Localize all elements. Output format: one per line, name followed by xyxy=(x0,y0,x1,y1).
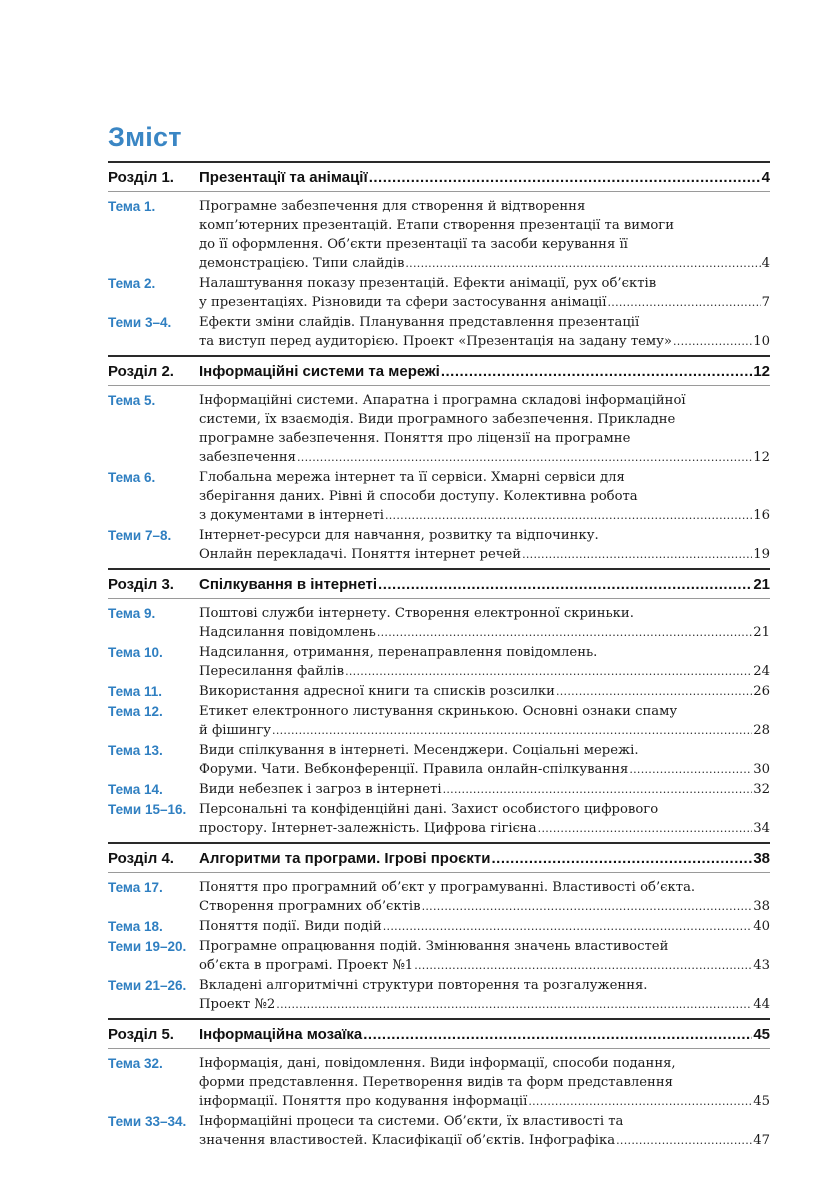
topic-line: комп’ютерних презентацій. Етапи створення презентації та вимоги xyxy=(199,218,674,233)
topic-description xyxy=(199,937,770,975)
topic-line: Глобальна мережа інтернет та її сервіси. Хмарні сервіси для xyxy=(199,470,625,485)
topic-line xyxy=(199,995,770,1014)
topic-line: Надсилання, отримання, перенаправлення повідомлень. xyxy=(199,645,598,660)
section-page-number: 12 xyxy=(753,363,770,380)
topic-line-text: Надсилання повідомлень xyxy=(199,625,376,640)
topic-entry[interactable] xyxy=(108,702,770,740)
topic-line: Ефекти зміни слайдів. Планування представлення презентації xyxy=(199,315,640,330)
topic-line-text: інформації. Поняття про кодування інформації xyxy=(199,1094,528,1109)
topic-line: Поштові служби інтернету. Створення електронної скриньки. xyxy=(199,606,634,621)
section-page-number: 4 xyxy=(761,169,770,186)
section-label: Розділ 3. xyxy=(108,576,174,593)
topic-entry[interactable] xyxy=(108,1112,770,1150)
topic-description xyxy=(199,1054,770,1111)
dot-leader xyxy=(385,506,752,525)
topic-line: Налаштування показу презентацій. Ефекти анімації, рух об’єктів xyxy=(199,276,657,291)
dot-leader xyxy=(378,574,752,595)
topic-line-text: й фішингу xyxy=(199,723,272,738)
topic-line: форми представлення. Перетворення видів та форм представлення xyxy=(199,1075,673,1090)
topic-line: до її оформлення. Об’єкти презентації та засоби керування її xyxy=(199,237,628,252)
dot-leader xyxy=(363,1024,752,1045)
topic-description xyxy=(199,780,770,799)
section-page-number: 38 xyxy=(753,850,770,867)
topic-line xyxy=(199,545,770,564)
topic-line-text: значення властивостей. Класифікації об’єктів. Інфографіка xyxy=(199,1133,616,1148)
topic-description xyxy=(199,313,770,351)
topic-label: Теми 21–26. xyxy=(108,978,187,993)
topic-label: Тема 2. xyxy=(108,276,156,291)
topic-line: Інтернет-ресурси для навчання, розвитку та відпочинку. xyxy=(199,528,599,543)
topic-line xyxy=(199,819,770,838)
dot-leader xyxy=(528,1092,752,1111)
topic-line: Програмне забезпечення для створення й відтворення xyxy=(199,199,586,214)
topic-entry[interactable] xyxy=(108,391,770,467)
topic-label: Тема 13. xyxy=(108,743,163,758)
topic-entry[interactable] xyxy=(108,604,770,642)
topic-line xyxy=(199,662,770,681)
toc-section xyxy=(108,568,770,842)
dot-leader xyxy=(369,167,761,188)
topic-page-number: 44 xyxy=(753,997,770,1012)
topic-description xyxy=(199,702,770,740)
topic-label: Тема 1. xyxy=(108,199,156,214)
topic-page-number: 26 xyxy=(753,684,770,699)
topic-entry[interactable] xyxy=(108,976,770,1014)
dot-leader xyxy=(405,254,760,273)
section-heading[interactable] xyxy=(108,167,770,192)
topic-entry[interactable] xyxy=(108,1054,770,1111)
dot-leader xyxy=(383,917,752,936)
toc-body xyxy=(108,161,770,1154)
dot-leader xyxy=(629,760,752,779)
toc-section xyxy=(108,161,770,355)
topic-page-number: 12 xyxy=(753,450,770,465)
topic-page-number: 21 xyxy=(753,625,770,640)
topic-line xyxy=(199,293,770,312)
section-label: Розділ 1. xyxy=(108,169,174,186)
section-title: Презентації та анімації xyxy=(199,169,368,186)
topic-label: Тема 32. xyxy=(108,1056,163,1071)
topic-line: Програмне опрацювання подій. Змінювання значень властивостей xyxy=(199,939,669,954)
topic-line-text: Проект №2 xyxy=(199,997,276,1012)
topic-line: Інформаційні процеси та системи. Об’єкти, їх властивості та xyxy=(199,1114,624,1129)
topic-page-number: 4 xyxy=(761,256,770,271)
dot-leader xyxy=(538,819,753,838)
section-page-number: 21 xyxy=(753,576,770,593)
topic-page-number: 7 xyxy=(761,295,770,310)
topic-entry[interactable] xyxy=(108,526,770,564)
section-title: Алгоритми та програми. Ігрові проєкти xyxy=(199,850,491,867)
topic-label: Тема 17. xyxy=(108,880,163,895)
topic-label: Теми 3–4. xyxy=(108,315,172,330)
topic-line xyxy=(199,1131,770,1150)
topic-page-number: 19 xyxy=(753,547,770,562)
topic-description xyxy=(199,741,770,779)
topic-line xyxy=(199,897,770,916)
toc-section xyxy=(108,842,770,1018)
topic-description xyxy=(199,468,770,525)
topic-label: Тема 14. xyxy=(108,782,163,797)
topic-description xyxy=(199,643,770,681)
topic-page-number: 30 xyxy=(753,762,770,777)
section-heading[interactable] xyxy=(108,848,770,873)
topic-line xyxy=(199,682,770,701)
topic-line xyxy=(199,721,770,740)
topic-line: зберігання даних. Рівні й способи доступу. Колективна робота xyxy=(199,489,638,504)
dot-leader xyxy=(616,1131,752,1150)
topic-entry[interactable] xyxy=(108,780,770,799)
dot-leader xyxy=(491,848,752,869)
topic-entry[interactable] xyxy=(108,741,770,779)
topic-entry[interactable] xyxy=(108,878,770,916)
topic-label: Тема 10. xyxy=(108,645,163,660)
dot-leader xyxy=(345,662,752,681)
topic-page-number: 28 xyxy=(753,723,770,738)
topic-line: Етикет електронного листування скринькою. Основні ознаки спаму xyxy=(199,704,678,719)
topic-label: Теми 15–16. xyxy=(108,802,187,817)
topic-page-number: 34 xyxy=(753,821,770,836)
section-label: Розділ 2. xyxy=(108,363,174,380)
topic-entry[interactable] xyxy=(108,313,770,351)
topic-line-text: у презентаціях. Різновиди та сфери застосування анімації xyxy=(199,295,607,310)
topic-description xyxy=(199,1112,770,1150)
dot-leader xyxy=(441,361,752,382)
dot-leader xyxy=(377,623,752,642)
topic-line-text: Пересилання файлів xyxy=(199,664,345,679)
topic-label: Теми 33–34. xyxy=(108,1114,187,1129)
topic-line xyxy=(199,1092,770,1111)
topic-line-text: Онлайн перекладачі. Поняття інтернет речей xyxy=(199,547,522,562)
topic-description xyxy=(199,878,770,916)
topic-label: Теми 19–20. xyxy=(108,939,187,954)
section-label: Розділ 4. xyxy=(108,850,174,867)
section-heading[interactable] xyxy=(108,361,770,386)
topic-line xyxy=(199,917,770,936)
topic-label: Тема 12. xyxy=(108,704,163,719)
topic-line xyxy=(199,760,770,779)
dot-leader xyxy=(522,545,752,564)
toc-section xyxy=(108,1018,770,1154)
topic-line-text: та виступ перед аудиторією. Проект «Презентація на задану тему» xyxy=(199,334,673,349)
topic-line xyxy=(199,623,770,642)
dot-leader xyxy=(422,897,753,916)
topic-line-text: простору. Інтернет-залежність. Цифрова гігієна xyxy=(199,821,537,836)
topic-line-text: Створення програмних об’єктів xyxy=(199,899,421,914)
dot-leader xyxy=(673,332,752,351)
topic-label: Тема 6. xyxy=(108,470,156,485)
topic-entry[interactable] xyxy=(108,937,770,975)
section-label: Розділ 5. xyxy=(108,1026,174,1043)
topic-line-text: Поняття події. Види подій xyxy=(199,919,382,934)
topic-description xyxy=(199,682,770,701)
topic-line xyxy=(199,956,770,975)
page-title: Зміст xyxy=(108,122,182,152)
section-heading[interactable] xyxy=(108,1024,770,1049)
section-page-number: 45 xyxy=(753,1026,770,1043)
topic-description xyxy=(199,604,770,642)
dot-leader xyxy=(272,721,752,740)
topic-label: Тема 9. xyxy=(108,606,156,621)
topic-entry[interactable] xyxy=(108,682,770,701)
dot-leader xyxy=(276,995,752,1014)
topic-line xyxy=(199,448,770,467)
dot-leader xyxy=(608,293,761,312)
dot-leader xyxy=(556,682,752,701)
topic-description xyxy=(199,274,770,312)
dot-leader xyxy=(297,448,752,467)
topic-description xyxy=(199,391,770,467)
topic-line xyxy=(199,780,770,799)
topic-page-number: 47 xyxy=(753,1133,770,1148)
topic-line: Види спілкування в інтернеті. Месенджери. Соціальні мережі. xyxy=(199,743,639,758)
dot-leader xyxy=(414,956,752,975)
topic-description xyxy=(199,800,770,838)
topic-description xyxy=(199,526,770,564)
dot-leader xyxy=(443,780,753,799)
topic-line-text: Форуми. Чати. Вебконференції. Правила онлайн-спілкування xyxy=(199,762,629,777)
topic-page-number: 32 xyxy=(753,782,770,797)
topic-line: Інформаційні системи. Апаратна і програмна складові інформаційної xyxy=(199,393,686,408)
topic-page-number: 24 xyxy=(753,664,770,679)
topic-line: Поняття про програмний об’єкт у програмуванні. Властивості об’єкта. xyxy=(199,880,696,895)
table-of-contents xyxy=(108,120,770,1154)
topic-line: Інформація, дані, повідомлення. Види інформації, способи подання, xyxy=(199,1056,676,1071)
toc-section xyxy=(108,355,770,568)
topic-page-number: 45 xyxy=(753,1094,770,1109)
topic-line xyxy=(199,332,770,351)
topic-page-number: 43 xyxy=(753,958,770,973)
topic-line xyxy=(199,254,770,273)
topic-label: Тема 18. xyxy=(108,919,163,934)
topic-description xyxy=(199,976,770,1014)
section-heading[interactable] xyxy=(108,574,770,599)
topic-entry[interactable] xyxy=(108,800,770,838)
topic-line-text: об’єкта в програмі. Проект №1 xyxy=(199,958,414,973)
topic-line-text: Використання адресної книги та списків розсилки xyxy=(199,684,555,699)
topic-line-text: з документами в інтернеті xyxy=(199,508,384,523)
topic-line: програмне забезпечення. Поняття про ліцензії на програмне xyxy=(199,431,631,446)
topic-entry[interactable] xyxy=(108,643,770,681)
topic-page-number: 16 xyxy=(753,508,770,523)
topic-line: Вкладені алгоритмічні структури повторення та розгалуження. xyxy=(199,978,648,993)
topic-description xyxy=(199,197,770,273)
topic-page-number: 10 xyxy=(753,334,770,349)
topic-entry[interactable] xyxy=(108,917,770,936)
topic-line-text: демонстрацією. Типи слайдів xyxy=(199,256,405,271)
topic-label: Тема 5. xyxy=(108,393,156,408)
topic-description xyxy=(199,917,770,936)
topic-line xyxy=(199,506,770,525)
topic-line: системи, їх взаємодія. Види програмного забезпечення. Прикладне xyxy=(199,412,676,427)
section-title: Інформаційна мозаїка xyxy=(199,1026,363,1043)
topic-label: Тема 11. xyxy=(108,684,162,699)
section-title: Спілкування в інтернеті xyxy=(199,576,378,593)
topic-entry[interactable] xyxy=(108,197,770,273)
topic-page-number: 38 xyxy=(753,899,770,914)
topic-page-number: 40 xyxy=(753,919,770,934)
topic-entry[interactable] xyxy=(108,468,770,525)
topic-line-text: Види небезпек і загроз в інтернеті xyxy=(199,782,442,797)
topic-line-text: забезпечення xyxy=(199,450,297,465)
section-title: Інформаційні системи та мережі xyxy=(199,363,440,380)
topic-entry[interactable] xyxy=(108,274,770,312)
topic-label: Теми 7–8. xyxy=(108,528,172,543)
topic-line: Персональні та конфіденційні дані. Захист особистого цифрового xyxy=(199,802,659,817)
